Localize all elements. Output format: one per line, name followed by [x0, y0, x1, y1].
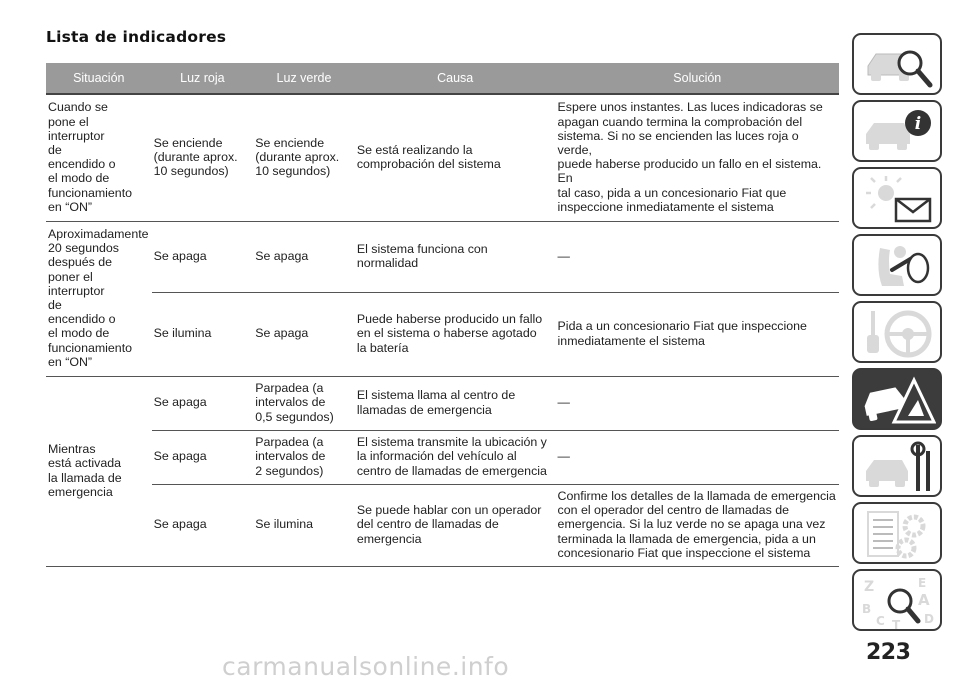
- cell-luz-verde: Se ilumina: [253, 484, 355, 566]
- cell-luz-verde: Se enciende (durante aprox. 10 segundos): [253, 94, 355, 221]
- key-steering-wheel-icon: [862, 307, 936, 361]
- header-situacion: Situación: [46, 63, 152, 94]
- cell-luz-roja: Se apaga: [152, 484, 254, 566]
- cell-luz-roja: Se apaga: [152, 376, 254, 430]
- tab-car-search[interactable]: [852, 33, 942, 95]
- cell-solucion: Espere unos instantes. Las luces indicadoras se apagan cuando termina la comprobación del sistema. Si no se encienden las luces roja o verde, puede haberse producido un fallo en el sistema. En tal caso, pida a un concesionario Fiat que inspeccione inmediatamente el sistema: [556, 94, 839, 221]
- cell-causa: Se está realizando la comprobación del sistema: [355, 94, 556, 221]
- car-info-icon: [862, 106, 936, 160]
- svg-text:T: T: [892, 618, 901, 629]
- cell-causa: El sistema funciona con normalidad: [355, 221, 556, 292]
- light-message-icon: [862, 173, 936, 227]
- watermark: carmanualsonline.info: [222, 652, 510, 681]
- cell-luz-roja: Se apaga: [152, 221, 254, 292]
- cell-solucion: Confirme los detalles de la llamada de emergencia con el operador del centro de llamadas de emergencia. Si la luz verde no se apaga una vez terminada la llamada de emergencia, pida a un concesionario Fiat que inspeccione el sistema: [556, 484, 839, 566]
- table-row: [46, 221, 839, 292]
- svg-text:D: D: [924, 612, 934, 626]
- tab-light-message[interactable]: [852, 167, 942, 229]
- cell-luz-verde: Se apaga: [253, 292, 355, 376]
- table-header-row: [46, 63, 839, 94]
- header-causa: Causa: [355, 63, 556, 94]
- table-row: [46, 430, 839, 484]
- page-title: Lista de indicadores: [46, 28, 227, 46]
- tab-specs[interactable]: [852, 502, 942, 564]
- svg-text:Z: Z: [864, 579, 875, 595]
- header-solucion: Solución: [556, 63, 839, 94]
- cell-luz-verde: Parpadea (a intervalos de 0,5 segundos): [253, 376, 355, 430]
- cell-solucion: —: [556, 376, 839, 430]
- svg-text:B: B: [862, 602, 872, 616]
- seat-airbag-icon: [862, 240, 936, 294]
- cell-situacion: Cuando se pone el interruptor de encendido o el modo de funcionamiento en “ON”: [46, 94, 152, 221]
- svg-text:A: A: [918, 591, 930, 609]
- cell-causa: El sistema llama al centro de llamadas de emergencia: [355, 376, 556, 430]
- car-warning-triangle-icon: [862, 374, 936, 428]
- tab-car-tools[interactable]: [852, 435, 942, 497]
- table-row: [46, 484, 839, 566]
- header-luz-roja: Luz roja: [152, 63, 254, 94]
- index-letters-icon: [862, 575, 936, 629]
- tab-index[interactable]: [852, 569, 942, 631]
- header-luz-verde: Luz verde: [253, 63, 355, 94]
- svg-text:E: E: [918, 576, 927, 590]
- tab-car-info[interactable]: [852, 100, 942, 162]
- cell-luz-roja: Se enciende (durante aprox. 10 segundos): [152, 94, 254, 221]
- page-number: 223: [866, 640, 911, 665]
- cell-luz-roja: Se apaga: [152, 430, 254, 484]
- cell-luz-verde: Se apaga: [253, 221, 355, 292]
- cell-luz-roja: Se ilumina: [152, 292, 254, 376]
- cell-solucion: —: [556, 221, 839, 292]
- cell-causa: El sistema transmite la ubicación y la información del vehículo al centro de llamadas de emergencia: [355, 430, 556, 484]
- table-row: [46, 94, 839, 221]
- cell-solucion: —: [556, 430, 839, 484]
- tab-seat-airbag[interactable]: [852, 234, 942, 296]
- table-row: [46, 376, 839, 430]
- cell-causa: Puede haberse producido un fallo en el sistema o haberse agotado la batería: [355, 292, 556, 376]
- cell-causa: Se puede hablar con un operador del centro de llamadas de emergencia: [355, 484, 556, 566]
- cell-situacion: Aproximadamente 20 segundos después de poner el interruptor de encendido o el modo de funcionamiento en “ON”: [46, 221, 152, 376]
- svg-text:i: i: [914, 114, 922, 134]
- svg-text:C: C: [876, 614, 885, 628]
- car-tools-icon: [862, 441, 936, 495]
- cell-situacion: Mientras está activada la llamada de emergencia: [46, 376, 152, 566]
- specs-gear-icon: [862, 508, 936, 562]
- tab-emergency[interactable]: [852, 368, 942, 430]
- cell-luz-verde: Parpadea (a intervalos de 2 segundos): [253, 430, 355, 484]
- indicator-table: [46, 63, 839, 567]
- cell-solucion: Pida a un concesionario Fiat que inspeccione inmediatamente el sistema: [556, 292, 839, 376]
- car-search-icon: [862, 39, 936, 93]
- tab-key-steering[interactable]: [852, 301, 942, 363]
- table-row: [46, 292, 839, 376]
